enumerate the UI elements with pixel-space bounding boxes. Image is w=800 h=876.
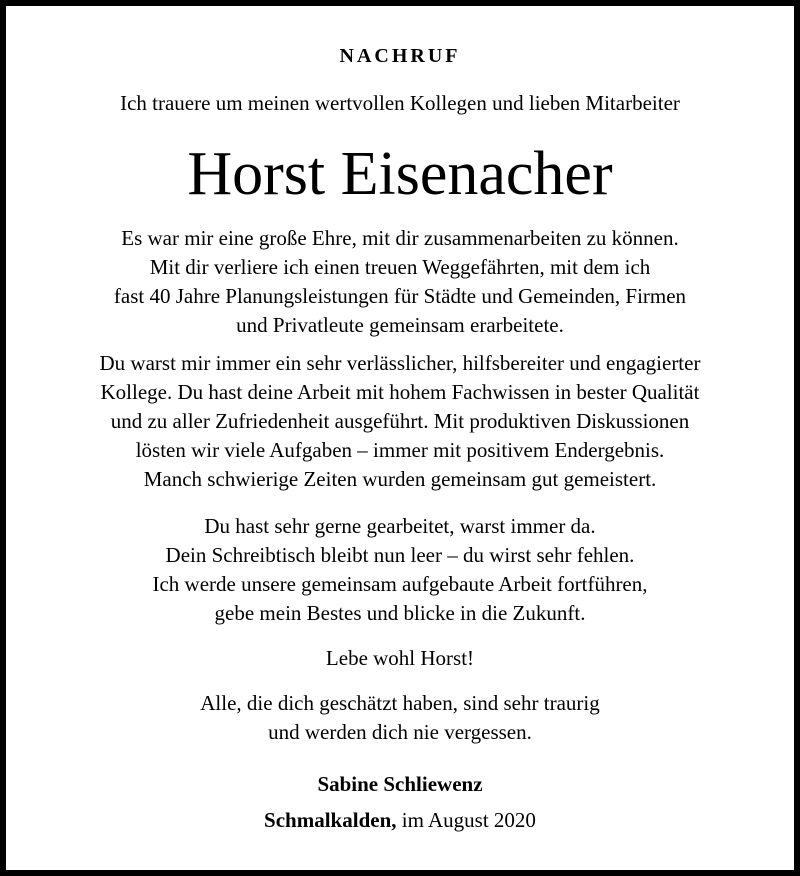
text-line: Du warst mir immer ein sehr verlässlicher, hilfsbereiter und engagierter	[99, 351, 701, 375]
deceased-name: Horst Eisenacher	[187, 140, 613, 208]
farewell-line: Lebe wohl Horst!	[325, 646, 475, 670]
paragraph-4	[6, 689, 794, 747]
place-name: Schmalkalden,	[264, 808, 397, 832]
text-line: und zu aller Zufriedenheit ausgeführt. Mit produktiven Diskussionen	[110, 409, 690, 433]
signer-name: Sabine Schliewenz	[317, 772, 483, 796]
text-line: Dein Schreibtisch bleibt nun leer – du wirst sehr fehlen.	[165, 543, 635, 567]
intro-line: Ich trauere um meinen wertvollen Kollegen und lieben Mitarbeiter	[120, 91, 680, 115]
paragraph-3	[6, 512, 794, 628]
paragraph-1	[6, 224, 794, 340]
text-line: gebe mein Bestes und blicke in die Zukunft.	[214, 601, 586, 625]
paragraph-2	[6, 349, 794, 494]
text-line: fast 40 Jahre Planungsleistungen für Städte und Gemeinden, Firmen	[113, 284, 687, 308]
notice-heading: NACHRUF	[339, 45, 461, 67]
date-text: im August 2020	[401, 808, 536, 832]
text-line: und Privatleute gemeinsam erarbeitete.	[236, 313, 564, 337]
text-line: Mit dir verliere ich einen treuen Weggefährten, mit dem ich	[149, 255, 651, 279]
text-line: Alle, die dich geschätzt haben, sind sehr traurig	[200, 691, 600, 715]
text-line: Du hast sehr gerne gearbeitet, warst immer da.	[204, 514, 596, 538]
text-line: Ich werde unsere gemeinsam aufgebaute Arbeit fortführen,	[152, 572, 648, 596]
text-line: Kollege. Du hast deine Arbeit mit hohem Fachwissen in bester Qualität	[100, 380, 700, 404]
text-line: Es war mir eine große Ehre, mit dir zusammenarbeiten zu können.	[121, 226, 679, 250]
place-and-date	[6, 806, 794, 834]
text-line: Manch schwierige Zeiten wurden gemeinsam gut gemeistert.	[143, 467, 657, 491]
text-line: und werden dich nie vergessen.	[268, 720, 532, 744]
text-line: lösten wir viele Aufgaben – immer mit positivem Endergebnis.	[135, 438, 665, 462]
